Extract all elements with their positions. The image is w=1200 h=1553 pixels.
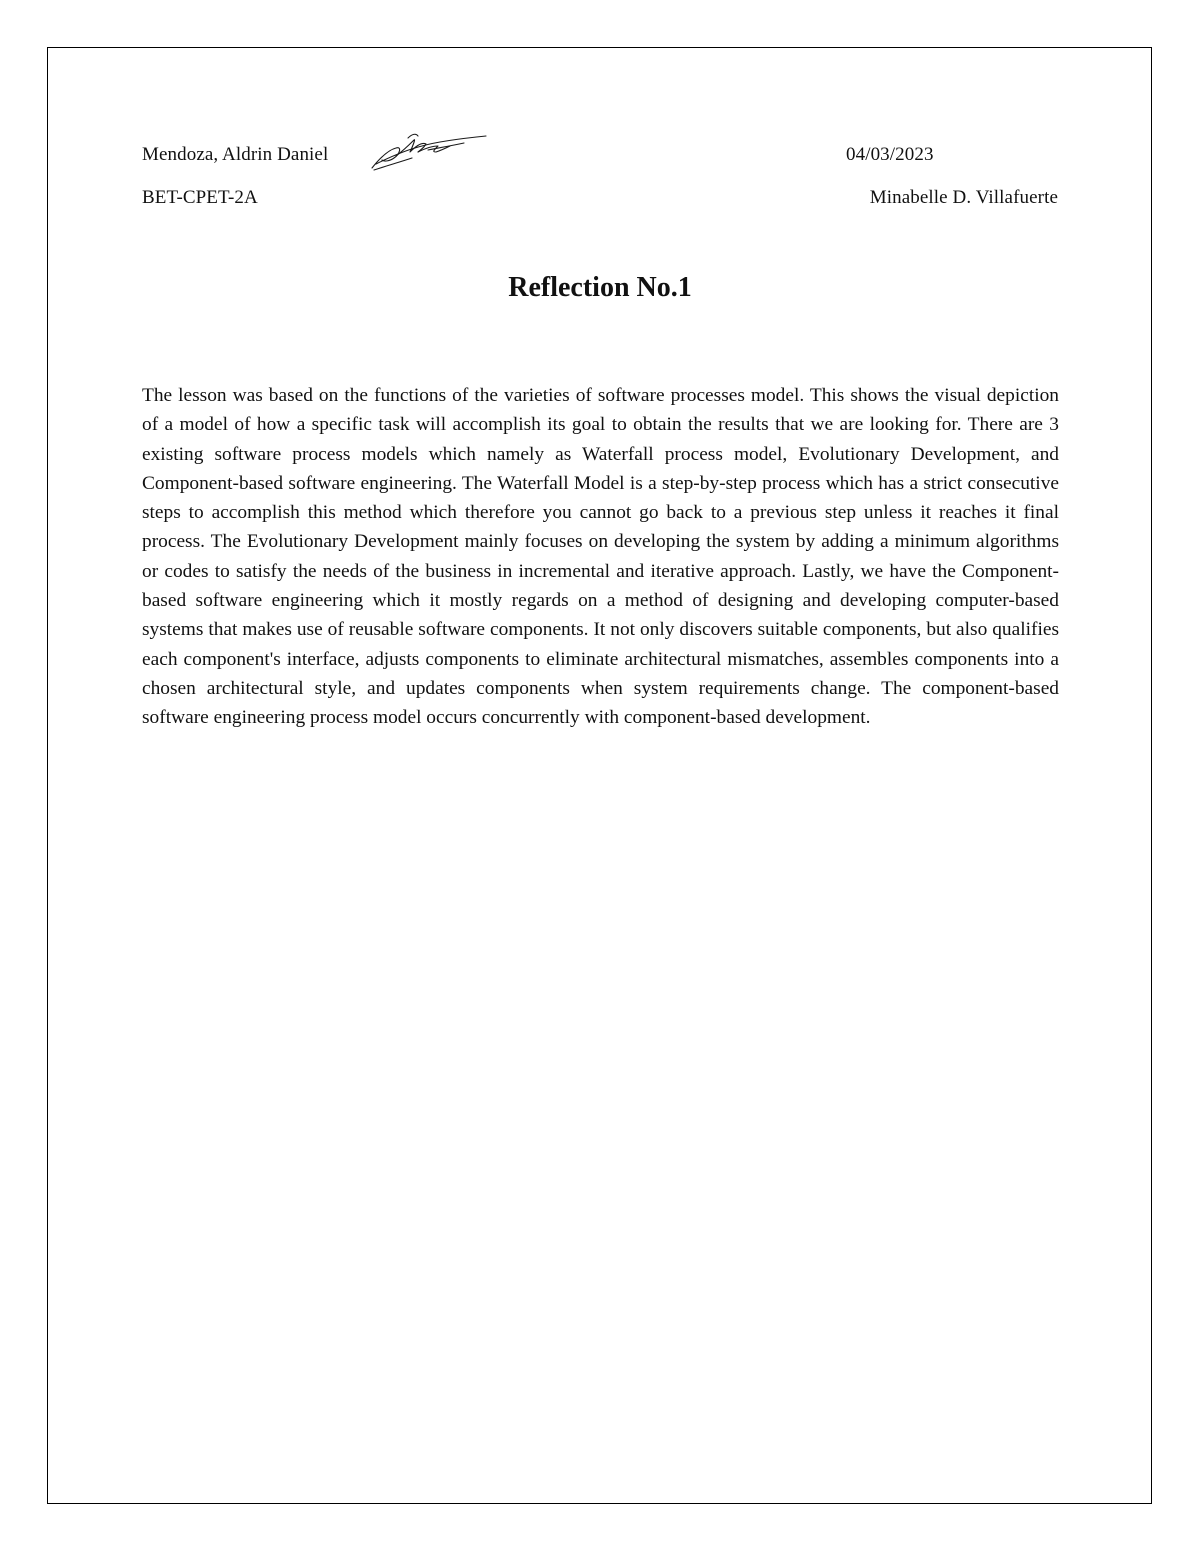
page-border [47, 47, 1152, 1504]
body-paragraph: The lesson was based on the functions of the varieties of software processes model. This shows the visual depiction of a model of how a specific task will accomplish its goal to obtain the results that we are looking for. There are 3 existing software process models which namely as Waterfall process model, Evolutionary Development, and Component-based software engineering. The Waterfall Model is a step-by-step process which has a strict consecutive steps to accomplish this method which therefore you cannot go back to a previous step unless it reaches it final process. The Evolutionary Development mainly focuses on developing the system by adding a minimum algorithms or codes to satisfy the needs of the business in incremental and iterative approach. Lastly, we have the Component-based software engineering which it mostly regards on a method of designing and developing computer-based systems that makes use of reusable software components. It not only discovers suitable components, but also qualifies each component's interface, adjusts components to eliminate architectural mismatches, assembles components into a chosen architectural style, and updates components when system requirements change. The component-based software engineering process model occurs concurrently with component-based development. [142, 385, 1059, 729]
instructor-name: Minabelle D. Villafuerte [869, 187, 1058, 208]
signature-icon [366, 128, 491, 174]
date: 04/03/2023 [846, 144, 934, 165]
document-title: Reflection No.1 [508, 272, 692, 303]
student-name: Mendoza, Aldrin Daniel [142, 144, 329, 165]
section: BET-CPET-2A [142, 187, 258, 208]
